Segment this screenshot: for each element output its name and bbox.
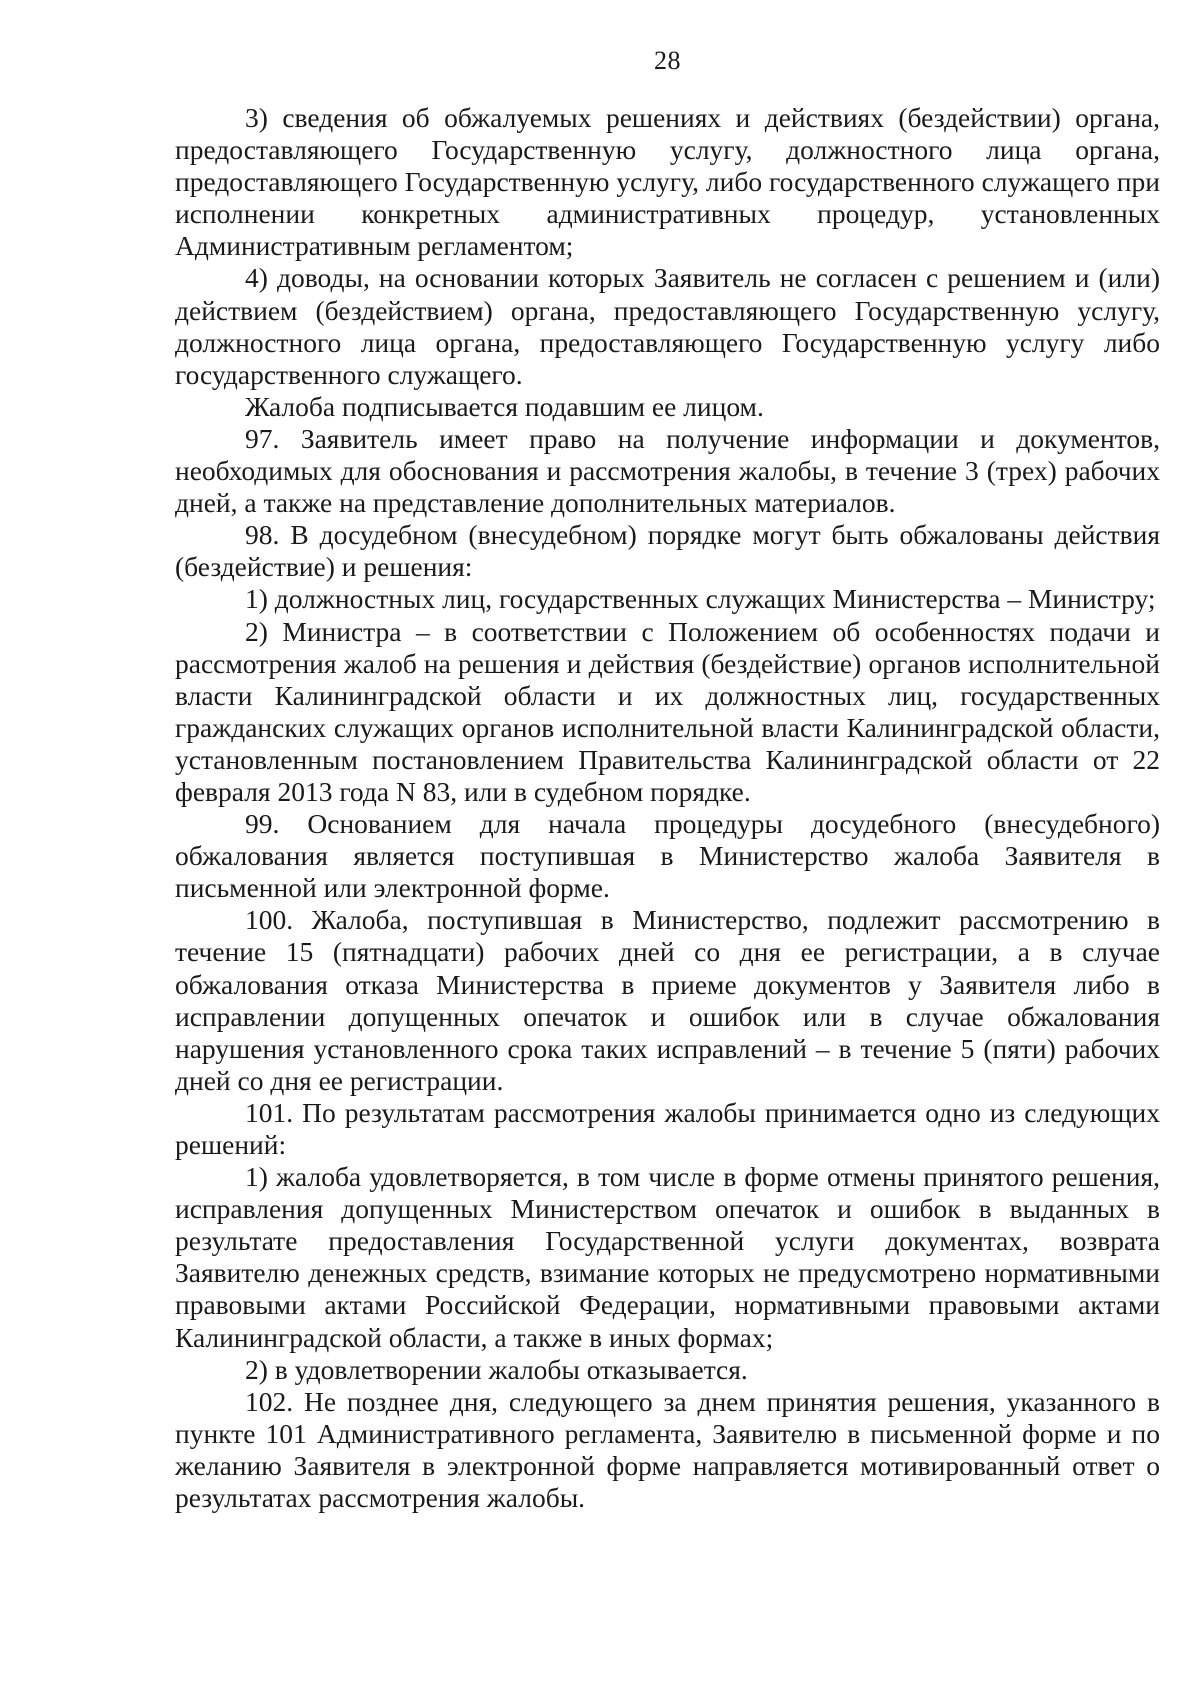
- paragraph-98: 98. В досудебном (внесудебном) порядке могут быть обжалованы действия (бездействие) и решения:: [175, 519, 1160, 583]
- paragraph-100: 100. Жалоба, поступившая в Министерство, подлежит рассмотрению в течение 15 (пятнадцати) рабочих дней со дня ее регистрации, а в случае обжалования отказа Министерства в приеме документов у Заявителя либо в исправлении допущенных опечаток и ошибок или в случае обжалования нарушения установленного срока таких исправлений – в течение 5 (пяти) рабочих дней со дня ее регистрации.: [175, 904, 1160, 1096]
- paragraph-101-item-1: 1) жалоба удовлетворяется, в том числе в форме отмены принятого решения, исправления допущенных Министерством опечаток и ошибок в выданных в результате предоставления Государственной услуги документах, возврата Заявителю денежных средств, взимание которых не предусмотрено нормативными правовыми актами Российской Федерации, нормативными правовыми актами Калининградской области, а также в иных формах;: [175, 1161, 1160, 1353]
- document-body: [175, 102, 1160, 1514]
- paragraph-complaint-signature: Жалоба подписывается подавшим ее лицом.: [245, 390, 764, 422]
- paragraph-complaint-item-3: 3) сведения об обжалуемых решениях и действиях (бездействии) органа, предоставляющего Государственную услугу, должностного лица органа, предоставляющего Государственную услугу, либо государственного служащего при исполнении конкретных административных процедур, установленных Административным регламентом;: [175, 102, 1160, 262]
- paragraph-99: 99. Основанием для начала процедуры досудебного (внесудебного) обжалования является поступившая в Министерство жалоба Заявителя в письменной или электронной форме.: [175, 808, 1160, 904]
- paragraph-97: 97. Заявитель имеет право на получение информации и документов, необходимых для обоснования и рассмотрения жалобы, в течение 3 (трех) рабочих дней, а также на представление дополнительных материалов.: [175, 422, 1160, 519]
- paragraph-101-item-2: 2) в удовлетворении жалобы отказывается.: [245, 1353, 748, 1385]
- paragraph-101: 101. По результатам рассмотрения жалобы принимается одно из следующих решений:: [175, 1096, 1160, 1160]
- paragraph-102: 102. Не позднее дня, следующего за днем принятия решения, указанного в пункте 101 Административного регламента, Заявителю в письменной форме и по желанию Заявителя в электронной форме направляется мотивированный ответ о результатах рассмотрения жалобы.: [175, 1385, 1160, 1514]
- paragraph-98-item-2: 2) Министра – в соответствии с Положением об особенностях подачи и рассмотрения жалоб на решения и действия (бездействие) органов исполнительной власти Калининградской области и их должностных лиц, государственных гражданских служащих органов исполнительной власти Калининградской области, установленным постановлением Правительства Калининградской области от 22 февраля 2013 года N 83, или в судебном порядке.: [175, 615, 1160, 807]
- page-number: 28: [654, 46, 681, 75]
- paragraph-complaint-item-4: 4) доводы, на основании которых Заявитель не согласен с решением и (или) действием (бездействием) органа, предоставляющего Государственную услугу, должностного лица органа, предоставляющего Государственную услугу либо государственного служащего.: [175, 262, 1160, 390]
- paragraph-98-item-1: 1) должностных лиц, государственных служащих Министерства – Министру;: [245, 583, 1156, 615]
